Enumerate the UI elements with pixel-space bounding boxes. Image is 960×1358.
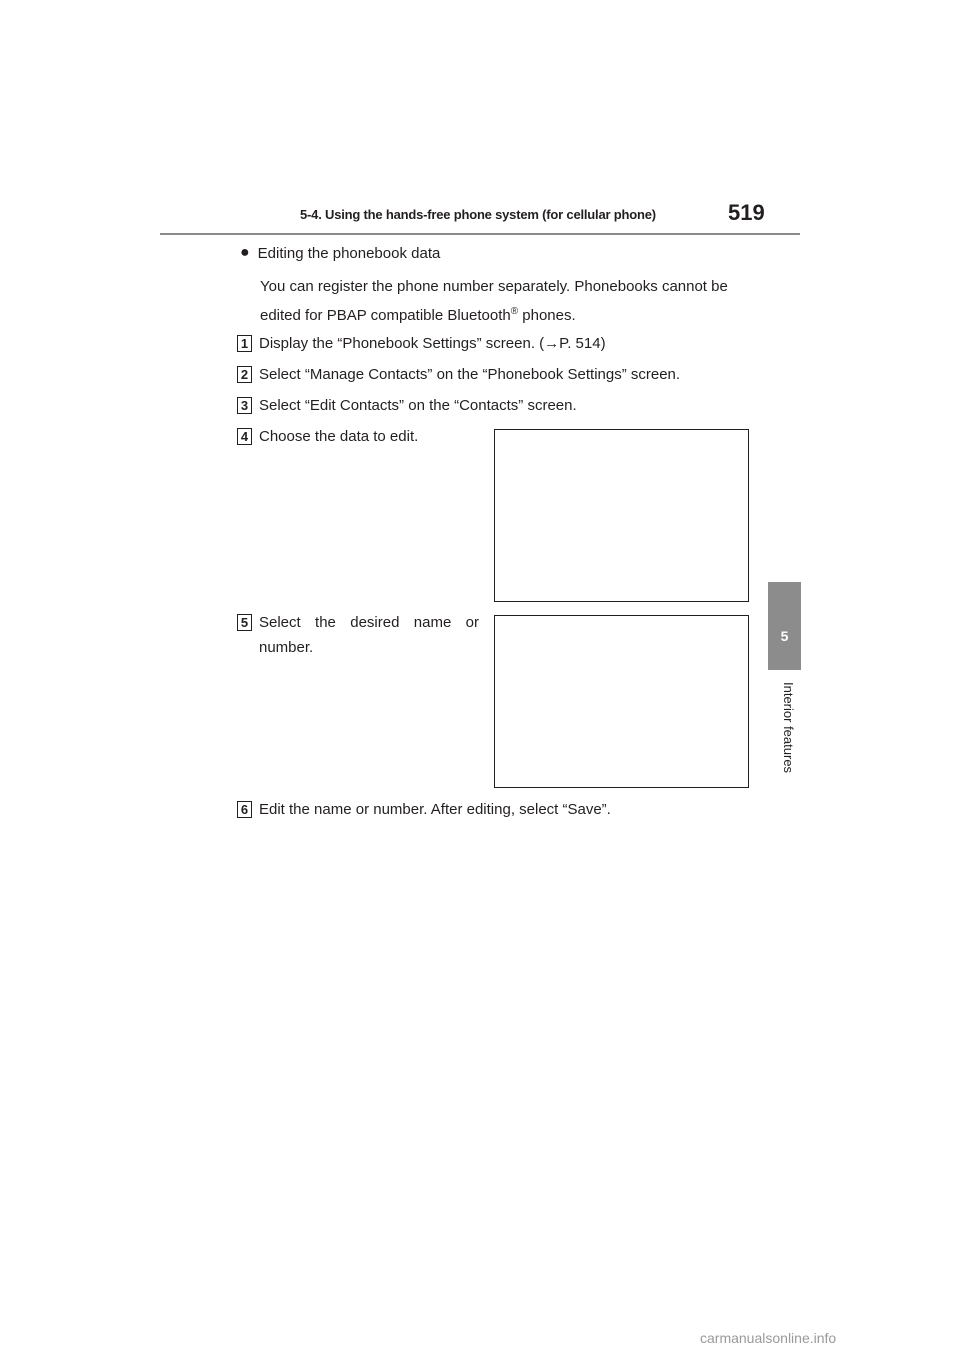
step-text: Display the “Phonebook Settings” screen. (→P. 514) bbox=[259, 335, 606, 352]
step-text: Select “Edit Contacts” on the “Contacts” screen. bbox=[259, 397, 577, 414]
step-text: Edit the name or number. After editing, select “Save”. bbox=[259, 801, 611, 818]
step-text: Choose the data to edit. bbox=[259, 428, 419, 445]
step-1 bbox=[237, 335, 606, 356]
chapter-tab-number: 5 bbox=[780, 628, 789, 644]
registered-mark: ® bbox=[510, 306, 519, 317]
step-5 bbox=[237, 614, 479, 660]
step-2 bbox=[237, 366, 680, 387]
step-number-badge: 6 bbox=[237, 801, 252, 818]
step-number-badge: 3 bbox=[237, 397, 252, 414]
screen-illustration-step-4 bbox=[494, 429, 749, 602]
section-title: 5-4. Using the hands-free phone system (for cellular phone) bbox=[300, 207, 656, 222]
header-divider bbox=[160, 233, 800, 235]
bullet-heading-text: Editing the phonebook data bbox=[257, 244, 441, 262]
step-3 bbox=[237, 397, 577, 418]
chapter-tab[interactable] bbox=[768, 582, 801, 670]
step-number-badge: 1 bbox=[237, 335, 252, 352]
step-number-badge: 2 bbox=[237, 366, 252, 383]
step-6 bbox=[237, 801, 611, 822]
step-4 bbox=[237, 428, 418, 449]
step-number-badge: 4 bbox=[237, 428, 252, 445]
screen-illustration-step-5 bbox=[494, 615, 749, 788]
chapter-tab-label: Interior features bbox=[781, 682, 796, 774]
step-text: Select “Manage Contacts” on the “Phonebook Settings” screen. bbox=[259, 366, 681, 383]
intro-text-1: You can register the phone number separately. Phonebooks cannot be edited for PBAP compatible Bluetooth bbox=[260, 278, 728, 324]
bullet-heading bbox=[240, 244, 440, 262]
step-text: Select the desired name or number. bbox=[259, 614, 479, 656]
page-number: 519 bbox=[728, 200, 765, 225]
intro-paragraph bbox=[260, 274, 760, 328]
bullet-icon: ● bbox=[240, 244, 250, 261]
intro-text-2: phones. bbox=[518, 307, 576, 324]
step-number-badge: 5 bbox=[237, 614, 252, 631]
watermark: carmanualsonline.info bbox=[700, 1330, 837, 1346]
